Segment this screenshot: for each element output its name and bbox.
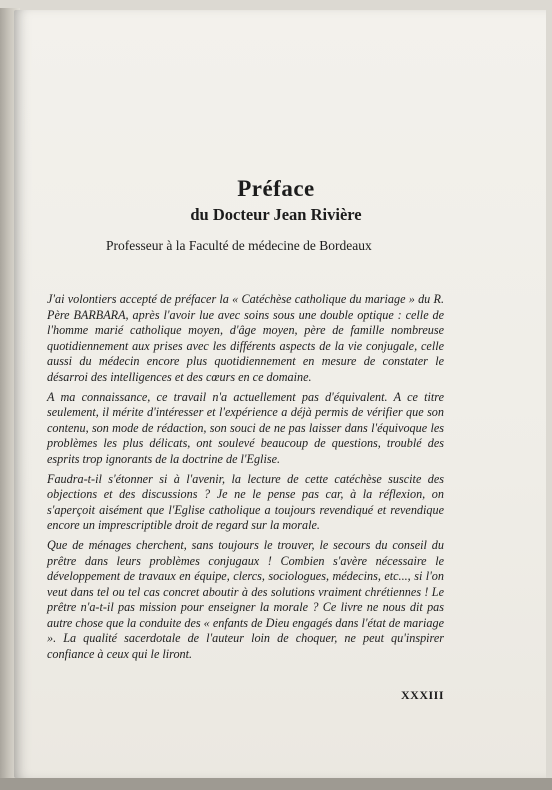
- author-line: du Docteur Jean Rivière: [190, 205, 362, 224]
- table-surface: [0, 778, 552, 790]
- paragraph-3: Faudra-t-il s'étonner si à l'avenir, la lecture de cette catéchèse suscite des objections et des discussions ? Je ne le pense pas car, à la réflexion, on s'aperçoit aisément que l'Eglise catholique a toujours revendiqué et revendique encore un imprescriptible droit de regard sur la morale.: [47, 471, 444, 533]
- paragraph-4: Que de ménages cherchent, sans toujours le trouver, le secours du conseil du prêtre dans leurs problèmes conjugaux ! Combien s'avère nécessaire le développement de travaux en équipe, clercs, sociologues, médecins, etc..., si l'on veut dans tel ou tel cas concret aboutir à des solutions vraiment chrétiennes ! Le prêtre n'a-t-il pas mission pour enseigner la morale ? Ce livre ne nous dit pas autre chose que la conduite des « enfants de Dieu engagés dans l'état de mariage ». La qualité sacerdotale de l'auteur loin de choquer, ne peut qu'inspirer confiance à ceux qui le liront.: [47, 537, 444, 662]
- page-title: Préface: [237, 176, 315, 201]
- paragraph-2: A ma connaissance, ce travail n'a actuellement pas d'équivalent. A ce titre seulement, il mérite d'intéresser et l'expérience a déjà permis de vérifier que son contenu, son mode de rédaction, son souci de ne pas laisser dans l'équivoque les problèmes les plus délicats, ont soulevé beaucoup de questions, troublé des esprits trop ignorants de la doctrine de l'Eglise.: [47, 389, 444, 466]
- page-number: XXXIII: [401, 688, 445, 702]
- preface-body: [47, 292, 444, 667]
- paragraph-1: J'ai volontiers accepté de préfacer la « Catéchèse catholique du mariage » du R. Père BARBARA, après l'avoir lue avec soins sous une double optique : celle de l'homme marié catholique moyen, d'âge moyen, père de famille nombreuse quotidiennement aux prises avec les différents aspects de la vie conjugale, celle aussi du médecin encore plus quotidiennement en mesure de constater le désarroi des intelligences et des cœurs en ce domaine.: [47, 292, 444, 384]
- author-affiliation: Professeur à la Faculté de médecine de Bordeaux: [106, 238, 372, 253]
